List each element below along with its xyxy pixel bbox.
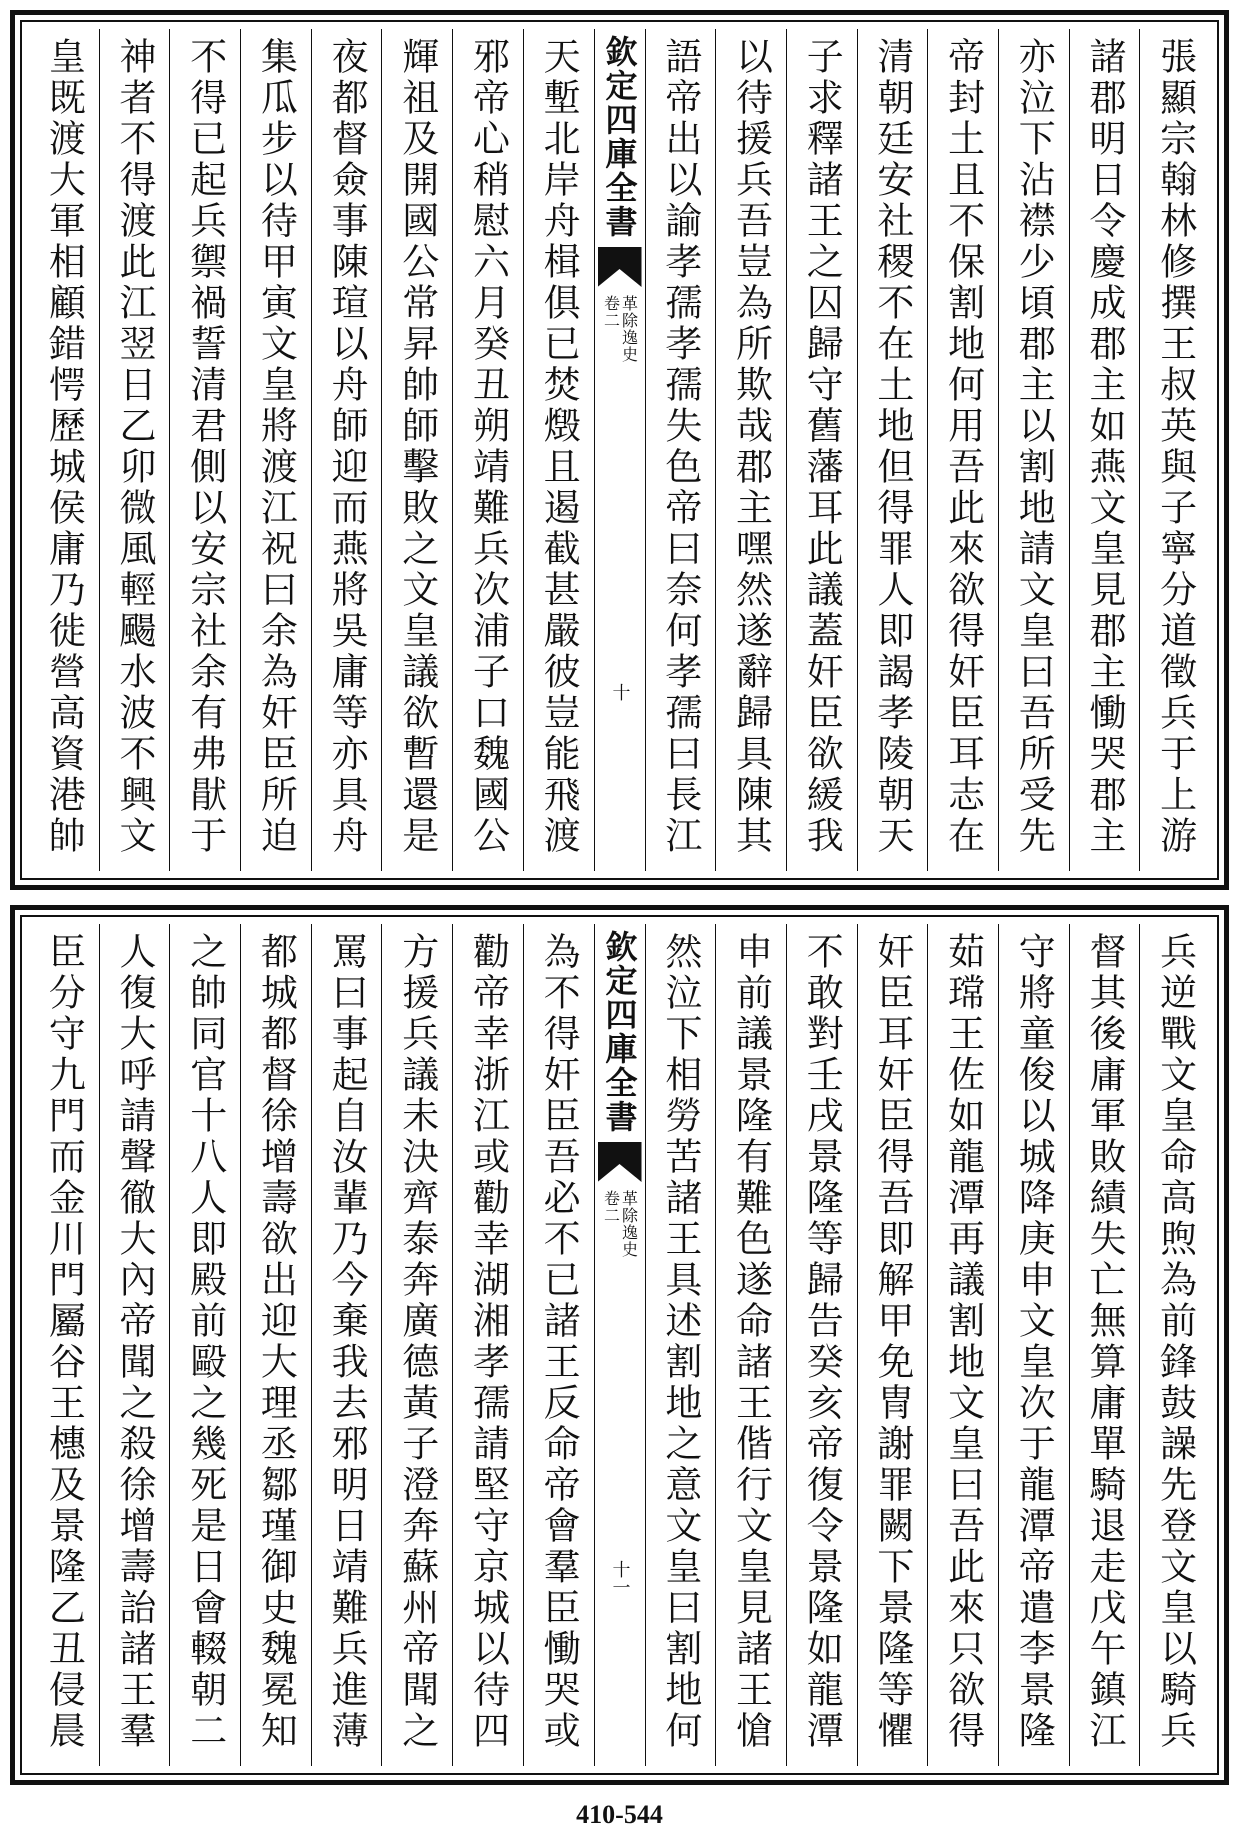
text-column: 為不得奸臣吾必不已諸王反命帝會羣臣慟哭或	[523, 924, 594, 1766]
text-columns-top	[29, 29, 1210, 871]
text-column: 輝祖及開國公常昇帥師擊敗之文皇議欲暫還是	[381, 29, 452, 871]
center-margin-column	[594, 924, 645, 1766]
text-column: 神者不得渡此江翌日乙卯微風輕颺水波不興文	[99, 29, 170, 871]
page-panel-bottom	[10, 905, 1229, 1785]
juan-label: 卷二	[601, 295, 621, 329]
text-column: 臣分守九門而金川門屬谷王橞及景隆乙丑侵晨	[42, 932, 86, 1752]
text-column: 兵逆戰文皇命高煦為前鋒鼓譟先登文皇以騎兵	[1139, 924, 1210, 1766]
text-column: 皇既渡大軍相顧錯愕歷城侯庸乃徙營高資港帥	[42, 37, 86, 857]
text-columns-bottom	[29, 924, 1210, 1766]
leaf-number: 十	[609, 683, 631, 701]
text-column: 以待援兵吾豈為所欺哉郡主嘿然遂辭歸具陳其	[715, 29, 786, 871]
text-column: 天塹北岸舟楫俱已焚燬且遏截甚嚴彼豈能飛渡	[523, 29, 594, 871]
text-column: 之帥同官十八人即殿前毆之幾死是日會輟朝二	[169, 924, 240, 1766]
book-title: 革除逸史	[619, 1190, 639, 1258]
text-column: 守將童俊以城降庚申文皇次于龍潭帝遣李景隆	[998, 924, 1069, 1766]
book-chapter-label	[603, 1190, 637, 1258]
text-column: 語帝出以諭孝孺孝孺失色帝曰奈何孝孺曰長江	[645, 29, 716, 871]
text-column: 集瓜步以待甲寅文皇將渡江祝曰余為奸臣所迫	[240, 29, 311, 871]
page-number: 410-544	[576, 1800, 663, 1829]
text-column: 申前議景隆有難色遂命諸王偕行文皇見諸王愴	[715, 924, 786, 1766]
text-column: 邪帝心稍慰六月癸丑朔靖難兵次浦子口魏國公	[452, 29, 523, 871]
text-column: 勸帝幸浙江或勸幸湖湘孝孺請堅守京城以待四	[452, 924, 523, 1766]
juan-label: 卷二	[601, 1190, 621, 1224]
leaf-number: 十一	[609, 1560, 631, 1596]
text-column: 然泣下相勞苦諸王具述割地之意文皇曰割地何	[645, 924, 716, 1766]
text-column: 都城都督徐增壽欲出迎大理丞鄒瑾御史魏冕知	[240, 924, 311, 1766]
text-column: 亦泣下沾襟少頃郡主以割地請文皇曰吾所受先	[998, 29, 1069, 871]
book-series-title: 欽定四庫全書	[600, 35, 639, 239]
text-column: 子求釋諸王之囚歸守舊藩耳此議蓋奸臣欲緩我	[786, 29, 857, 871]
text-column: 督其後庸軍敗績失亡無算庸單騎退走戊午鎮江	[1069, 924, 1140, 1766]
text-column: 不敢對壬戌景隆等歸告癸亥帝復令景隆如龍潭	[786, 924, 857, 1766]
book-chapter-label	[603, 295, 637, 363]
text-column: 人復大呼請聲徹大內帝聞之殺徐增壽詒諸王羣	[99, 924, 170, 1766]
text-column: 諸郡明日令慶成郡主如燕文皇見郡主慟哭郡主	[1069, 29, 1140, 871]
fishtail-mark-icon	[598, 247, 642, 287]
page-panel-top	[10, 10, 1229, 890]
text-column: 夜都督僉事陳瑄以舟師迎而燕將吳庸等亦具舟	[311, 29, 382, 871]
text-column: 罵曰事起自汝輩乃今棄我去邪明日靖難兵進薄	[311, 924, 382, 1766]
book-title: 革除逸史	[619, 295, 639, 363]
text-column: 方援兵議未決齊泰奔廣德黃子澄奔蘇州帝聞之	[381, 924, 452, 1766]
center-margin-column	[594, 29, 645, 871]
text-column: 清朝廷安社稷不在土地但得罪人即謁孝陵朝天	[857, 29, 928, 871]
text-column: 奸臣耳奸臣得吾即解甲免冑謝罪闕下景隆等懼	[857, 924, 928, 1766]
text-column: 張顯宗翰林修撰王叔英與子寧分道徵兵于上游	[1139, 29, 1210, 871]
text-column: 不得已起兵禦禍誓清君側以安宗社余有弗猒于	[169, 29, 240, 871]
text-column: 帝封土且不保割地何用吾此來欲得奸臣耳志在	[927, 29, 998, 871]
fishtail-mark-icon	[598, 1142, 642, 1182]
book-series-title: 欽定四庫全書	[600, 930, 639, 1134]
text-column: 茹瑺王佐如龍潭再議割地文皇曰吾此來只欲得	[927, 924, 998, 1766]
